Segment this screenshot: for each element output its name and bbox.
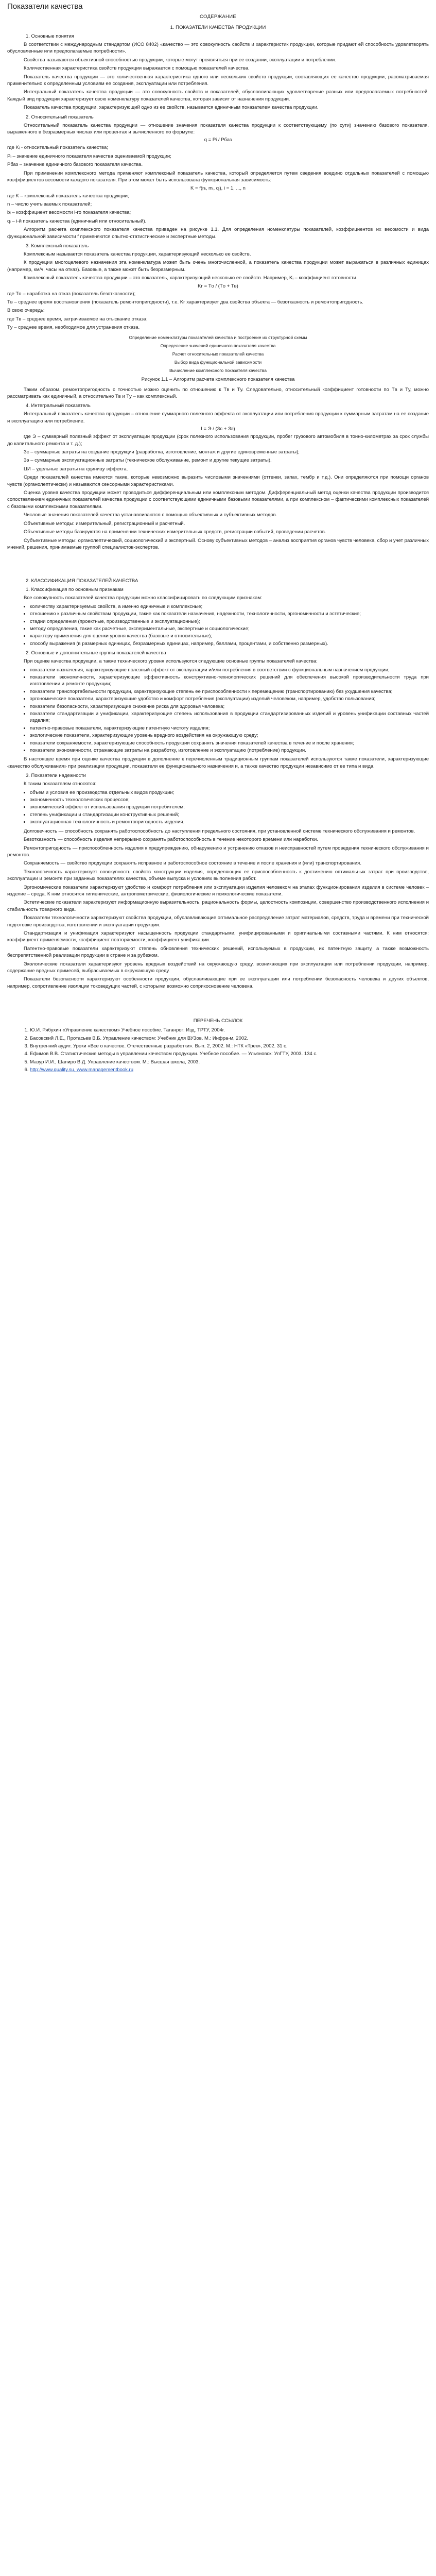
page-title: Показатели качества	[7, 2, 83, 11]
paragraph: Свойства называются объективной способностью продукции, которые могут проявляться при ее создании, эксплуатации и потреблении.	[24, 57, 336, 63]
paragraph: Среди показателей качества имеются такие, которые невозможно выразить числовыми значениями (оттенки, запах, тембр и т.д.). Они определяются при помощи органов чувств (органолептически) и называются сенсорными характеристиками.	[7, 474, 429, 487]
list-item: • степень унификации и стандартизации конструктивных решений;	[30, 811, 429, 818]
paragraph: Показатели безопасности характеризуют особенности продукции, обуславливающие при ее эксплуатации или потреблении безопасность человека и других объектов, например, сопротивление изоляции токоведущих частей, с которыми возможно соприкосновение человека.	[7, 976, 429, 989]
reference-item: 1. Ю.И. Рябухин «Управление качеством» Учебное пособие. Таганрог: Изд. ТРТУ, 2004г.	[30, 1027, 429, 1033]
list-item: • экономичность технологических процессов;	[30, 796, 429, 803]
list-item: • показатели назначения, характеризующие полезный эффект от эксплуатации и/или потребления в соответствии с функциональным назначением продукции;	[30, 667, 429, 673]
paragraph: Показатели технологичности характеризуют свойства продукции, обуславливающие оптимальное распределение затрат материалов, средств, труда и времени при технической подготовке производства, изготовлении и эксплуатации продукции.	[7, 915, 429, 928]
section-1-heading: 1. ПОКАЗАТЕЛИ КАЧЕСТВА ПРОДУКЦИИ	[170, 25, 266, 30]
list-item: • показатели экономичности, характеризующие эффективность конструктивно-технологических решений для обеспечения высокой производительности труда при изготовлении и ремонте продукции;	[30, 674, 429, 688]
paragraph: В свою очередь:	[7, 308, 45, 314]
paragraph: где Э – суммарный полезный эффект от эксплуатации продукции (срок полезного использования продукции, пробег грузового автомобиля в тонно-километрах за срок службы до капитального ремонта и т. д.);	[7, 434, 429, 447]
list-item: • характеру применения для оценки уровня качества (базовые и относительные);	[30, 633, 429, 639]
references-heading: ПЕРЕЧЕНЬ ССЫЛОК	[193, 1018, 243, 1024]
formula: I = Э / (Зс + Зэ)	[201, 426, 235, 432]
list-item: • эргономические показатели, характеризующие удобство и комфорт потребления (эксплуатации) изделий человеком, например, удобство пользования;	[30, 696, 429, 702]
paragraph: Tу – среднее время, необходимое для устранения отказа.	[7, 325, 140, 331]
flow-step: Выбор вида функциональной зависимости	[174, 359, 262, 365]
list-item: • показатели безопасности, характеризующие снижение риска для здоровья человека;	[30, 703, 429, 710]
paragraph: Эстетические показатели характеризуют информационную выразительность, рациональность формы, целостность композиции, совершенство производственного исполнения и стабильность товарного вида.	[7, 900, 429, 912]
paragraph: bᵢ – коэффициент весомости i-го показателя качества;	[7, 210, 131, 216]
list-item: • экономический эффект от использования продукции потребителем;	[30, 804, 429, 810]
reference-item: 5. Мазур И.И., Шапиро В.Д. Управление качеством. М.: Высшая школа, 2003.	[30, 1059, 429, 1065]
spacer	[7, 991, 429, 1012]
formula: K = f(nᵢ, mᵢ, qᵢ), i = 1, ..., n	[190, 185, 246, 191]
paragraph: Tв – среднее время восстановления (показатель ремонтопригодности), т.е. Kг характеризует два свойства объекта — безотказность и ремонтопригодность.	[7, 299, 363, 305]
paragraph: Объективные методы базируются на применении технических измерительных средств, регистрации событий, проведении расчетов.	[24, 529, 326, 535]
list-item: • объем и условия ее производства отдельных видов продукции;	[30, 789, 429, 796]
paragraph: Патентно-правовые показатели характеризуют степень обновления технических решений, используемых в продукции, их патентную защиту, а также возможность беспрепятственной реализации продукции в стране и за рубежом.	[7, 945, 429, 959]
formula: q = Pi / Pбаз	[204, 137, 232, 143]
paragraph: Сохраняемость — свойство продукции сохранять исправное и работоспособное состояние в течение и после хранения и (или) транспортирования.	[24, 860, 361, 867]
paragraph: К таким показателям относятся:	[24, 781, 97, 787]
subsection-heading: 1. Классификация по основным признакам	[26, 587, 124, 593]
paragraph: Экологические показатели характеризуют уровень вредных воздействий на окружающую среду, возникающих при эксплуатации или потреблении продукции, например, содержание вредных примесей, выбрасываемых в окружающую среду.	[7, 961, 429, 974]
paragraph: где Tв – среднее время, затрачиваемое на отыскание отказа;	[7, 316, 148, 322]
list-item: • эксплуатационная технологичность и ремонтопригодность изделия.	[30, 819, 429, 825]
paragraph: Интегральный показатель качества продукции — это совокупность свойств и показателей, обусловливающих удовлетворение разных или предполагаемых потребностей. Каждый вид продукции характеризует свою номенклатуру показателей качества, которая зависит от назначения продукции.	[7, 89, 429, 102]
section-2-heading: 2. КЛАССИФИКАЦИЯ ПОКАЗАТЕЛЕЙ КАЧЕСТВА	[26, 578, 138, 584]
list-item: • экологические показатели, характеризующие уровень вредного воздействия на окружающую среду;	[30, 732, 429, 739]
paragraph: Комплексный показатель качества продукции – это показатель, характеризующий несколько ее свойств. Например, Kᵢ – коэффициент готовности.	[24, 275, 358, 281]
paragraph: Количественная характеристика свойств продукции выражается с помощью показателей качества.	[24, 65, 250, 72]
contents-heading: СОДЕРЖАНИЕ	[200, 14, 236, 20]
paragraph: В настоящее время при оценке качества продукции в дополнение к перечисленным традиционным группам показателей используются также показатели, характеризующие «качество обслуживания» при реализации продукции, показатели ее функционального назначения и, а также качество продукции независимо от ее типа и вида.	[7, 756, 429, 769]
paragraph: Зс – суммарные затраты на создание продукции (разработка, изготовление, монтаж и другие единовременные затраты);	[24, 449, 300, 455]
paragraph: Таким образом, ремонтопригодность с точностью можно оценить по отношению к Tв и Tу. Следовательно, относительный коэффициент готовности по Tв и Tу, можно рассматривать как единичный, а относительно Tв и Tу – как комплексный.	[7, 386, 429, 399]
paragraph: qᵢ – i-й показатель качества (единичный или относительный).	[7, 218, 147, 224]
flow-step: Вычисление комплексного показателя качества	[169, 367, 267, 373]
paragraph: Алгоритм расчета комплексного показателя качества приведен на рисунке 1.1. Для определения номенклатуры показателей, коэффициентов их весомости и вида функциональной зависимости f применяются опытно-статистические и экспертные методы.	[7, 227, 429, 240]
list-item: • показатели стандартизации и унификации, характеризующие степень использования в продукции стандартизированных изделий и уровень унификации составных частей изделия;	[30, 710, 429, 724]
paragraph: При оценке качества продукции, а также технического уровня используются следующие основные группы показателей качества:	[24, 658, 318, 665]
paragraph: При применении комплексного метода применяют комплексный показатель качества, который определяется путем сведения воедино отдельных показателей с помощью коэффициентов весомости каждого показателя. При этом может быть использована функциональная зависимость:	[7, 170, 429, 183]
list-item: • способу выражения (в размерных единицах, безразмерных единицах, например, баллами, процентами, и собственно размерных).	[30, 640, 429, 647]
paragraph: Субъективные методы: органолептический, социологический и экспертный. Основу субъективных методов – анализ восприятия органов чувств человека, сбор и учет различных мнений, решения, принимаемые группой специалистов-экспертов.	[7, 537, 429, 550]
paragraph: Pбаз – значение единичного базового показателя качества.	[7, 162, 143, 168]
paragraph: Безотказность — способность изделия непрерывно сохранять работоспособность в течение некоторого времени или наработки.	[24, 837, 318, 843]
paragraph: Зэ – суммарные эксплуатационные затраты (техническое обслуживание, ремонт и другие текущие затраты).	[24, 457, 272, 464]
paragraph: Объективные методы: измерительный, регистрационный и расчетный.	[24, 520, 185, 527]
subsection-heading: 4. Интегральный показатель	[26, 403, 91, 409]
subsection-heading: 2. Относительный показатель	[26, 114, 94, 120]
paragraph: Относительный показатель качества продукции — отношение значения показателя качества продукции к соответствующему (по сути) значению базового показателя, выраженного в безразмерных числах или процентах и вычисленного по формуле:	[7, 122, 429, 135]
algorithm-flow	[7, 334, 429, 374]
list-item: • показатели сохраняемости, характеризующие способность продукции сохранять значения показателей качества в течение и после хранения;	[30, 740, 429, 747]
list-item: • отношению к различным свойствам продукции, такие как показатели назначения, надежности, технологичности, эргономичности и эстетические;	[30, 611, 429, 617]
paragraph: Показатель качества продукции, характеризующий одно из ее свойств, называется единичным показателем качества продукции.	[24, 105, 319, 111]
paragraph: К продукции многоцелевого назначения эта номенклатура может быть очень многочисленной, а показатель качества продукции может выражаться в различных единицах (например, км/ч, часы на отказ). Базовые, а также может быть безразмерным.	[7, 260, 429, 273]
indicator-groups-list	[7, 667, 429, 754]
list-item: • методу определения, такие как расчетные, экспериментальные, экспертные и социологические;	[30, 625, 429, 632]
document-page	[0, 2, 436, 1085]
paragraph: n – число учитываемых показателей;	[7, 201, 92, 207]
spacer	[7, 552, 429, 573]
paragraph: Показатель качества продукции — это количественная характеристика одного или нескольких свойств продукции, составляющих ее качество продукции, рассматриваемая применительно к определенным условиям ее создания, эксплуатации или потребления.	[7, 74, 429, 87]
paragraph: Оценка уровня качества продукции может проводиться дифференциальным или комплексным методом. Дифференциальный метод оценки качества продукции производится сопоставлением единичных показателей качества продукции с соответствующими единичными базовыми показателями, а при комплексном – фактическими комплексных показателей с базовыми комплексными показателями.	[7, 490, 429, 510]
reference-item: 3. Внутренний аудит. Уроки «Все о качестве. Отечественные разработки». Вып. 2, 2002. М.: НТК «Трек», 2002. 31 с.	[30, 1043, 429, 1049]
paragraph: где K – комплексный показатель качества продукции;	[7, 193, 129, 199]
paragraph: ЦИ – удельные затраты на единицу эффекта.	[24, 466, 128, 472]
paragraph: Комплексным называется показатель качества продукции, характеризующий несколько ее свойств.	[24, 251, 251, 257]
classification-list	[7, 603, 429, 647]
figure-caption: Рисунок 1.1 – Алгоритм расчета комплексного показателя качества	[141, 376, 295, 382]
paragraph: Эргономические показатели характеризуют удобство и комфорт потребления или эксплуатации изделия человеком на этапах функционирования изделия в системе человек – изделие – среда. К ним относятся гигиенические, антропометрические, физиологические и психологические показатели.	[7, 884, 429, 897]
paragraph: Числовые значения показателей качества устанавливаются с помощью объективных и субъективных методов.	[24, 512, 277, 518]
list-item: • стадии определения (проектные, производственные и эксплуатационные);	[30, 618, 429, 625]
list-item: • показатели транспортабельности продукции, характеризующие степень ее приспособленности к перемещению (транспортированию) без ухудшения качества;	[30, 688, 429, 695]
flow-step: Расчет относительных показателей качества	[172, 351, 264, 357]
paragraph: Все совокупность показателей качества продукции можно классифицировать по следующим признакам:	[24, 595, 263, 601]
reference-item	[30, 1066, 429, 1073]
references-list	[7, 1027, 429, 1073]
subsection-heading: 3. Комплексный показатель	[26, 243, 89, 249]
reference-item: 2. Басовский Л.Е., Протасьев В.Б. Управление качеством: Учебник для ВУЗов. М.: Инфра-м, 2002.	[30, 1035, 429, 1042]
flow-step: Определение значений единичного показателя качества	[160, 343, 276, 348]
list-item: • показатели экономичности, отражающие затраты на разработку, изготовление и эксплуатацию (потребление) продукции.	[30, 747, 429, 754]
flow-step: Определение номенклатуры показателей качества и построение их структурной схемы	[129, 334, 307, 340]
list-item: • патентно-правовые показатели, характеризующие патентную чистоту изделия;	[30, 725, 429, 732]
paragraph: В соответствии с международным стандартом (ИСО 8402) «качество — это совокупность свойств и характеристик продукции, которые придают ей способность удовлетворять обусловленные или предполагаемые потребности».	[7, 42, 429, 55]
subsection-heading: 1. Основные понятия	[26, 33, 74, 39]
subsection-heading: 2. Основные и дополнительные группы показателей качества	[26, 650, 166, 656]
list-item: • количеству характеризуемых свойств, а именно единичные и комплексные;	[30, 603, 429, 610]
paragraph: Интегральный показатель качества продукции – отношение суммарного полезного эффекта от эксплуатации или потребления продукции к суммарным затратам на ее создание и эксплуатацию или потребление.	[7, 411, 429, 424]
reference-item: 4. Ефимов В.В. Статистические методы в управлении качеством продукции. Учебное пособие. — Ульяновск: УлГТУ, 2003. 134 с.	[30, 1050, 429, 1057]
formula: Kг = Tо / (Tо + Tв)	[198, 283, 238, 289]
paragraph: Долговечность — способность сохранять работоспособность до наступления предельного состояния, при установленной системе технического обслуживания и ремонтов.	[24, 828, 415, 834]
subsection-heading: 3. Показатели надежности	[26, 773, 86, 779]
paragraph: где Kᵢ - относительный показатель качества;	[7, 145, 108, 151]
paragraph: Pᵢ – значение единичного показателя качества оцениваемой продукции;	[7, 153, 171, 159]
paragraph: где Tо – наработка на отказ (показатель безотказности);	[7, 291, 136, 297]
reference-link[interactable]: http://www.quality.su, www.managementbook.ru	[30, 1067, 134, 1073]
paragraph: Ремонтопригодность — приспособленность изделия к предупреждению, обнаружению и устранению отказов и неисправностей путем проведения технического обслуживания и ремонтов.	[7, 845, 429, 858]
reliability-list	[7, 789, 429, 826]
paragraph: Технологичность характеризует совокупность свойств конструкции изделия, определяющих ее приспособленность к достижению оптимальных затрат при производстве, эксплуатации и ремонте при заданных показателях качества, объеме выпуска и условиях выполнения работ.	[7, 869, 429, 882]
paragraph: Стандартизация и унификация характеризуют насыщенность продукции стандартными, унифицированными и оригинальными составными частями. К ним относятся: коэффициент применяемости, коэффициент повторяемости, коэффициент унификации.	[7, 930, 429, 943]
